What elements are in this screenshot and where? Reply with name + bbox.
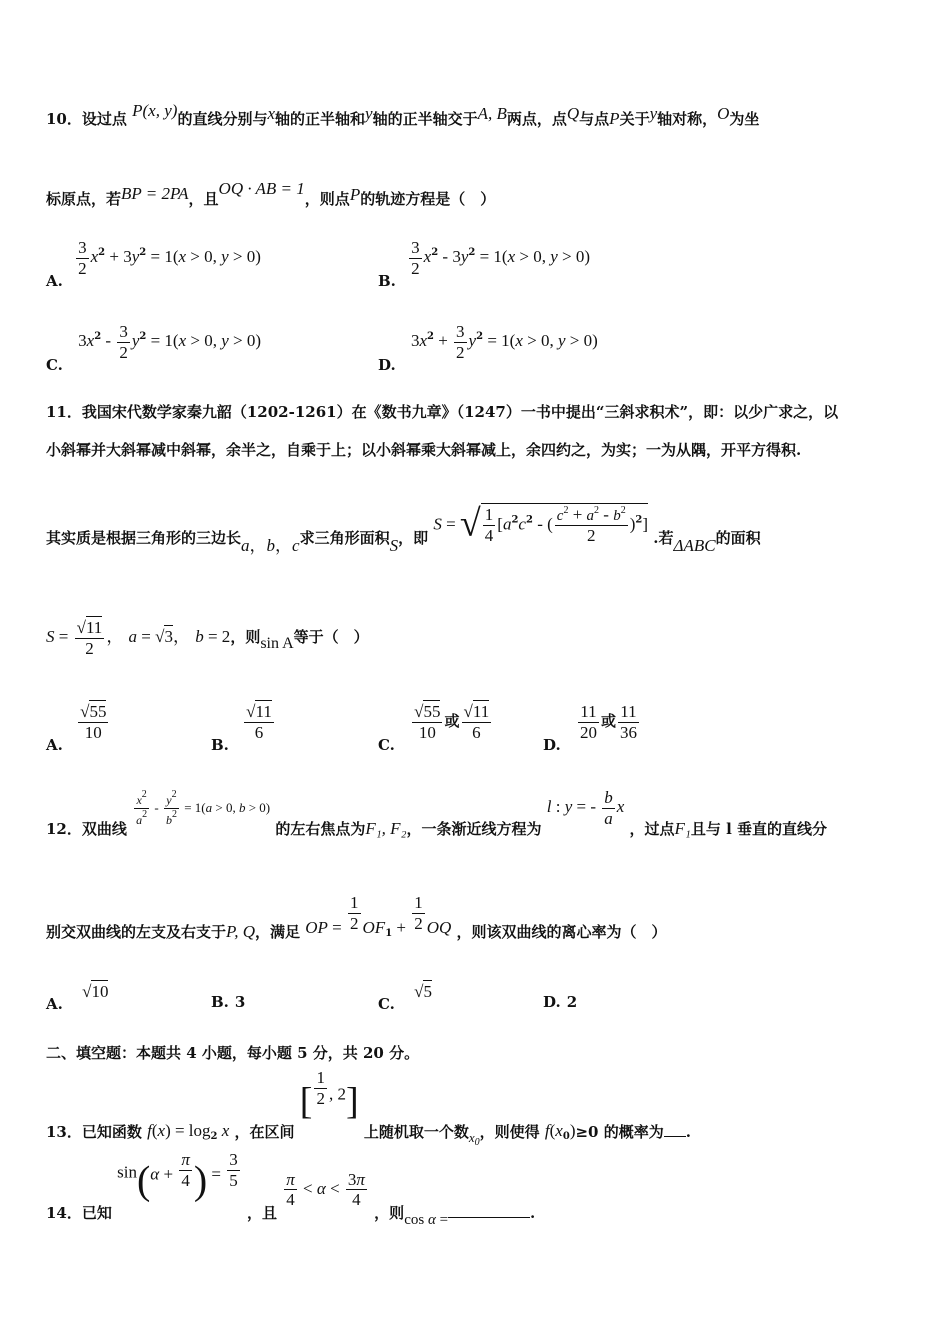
q10-point-p: P(x, y) — [132, 101, 178, 120]
q13-func: $f(x) = \log_2 x$ — [147, 1120, 230, 1142]
q12-option-d[interactable]: D. 2 — [543, 993, 578, 1011]
q10-line1: 10．设过点 P(x, y)的直线分别与x轴的正半轴和y轴的正半轴交于A, B两点，点Q与点P关于y轴对称，O为坐 — [46, 101, 760, 128]
q12-option-c-expr: √5 — [414, 982, 432, 1001]
q10-option-b[interactable]: B. $\frac{3}{2}$ $x^2 - 3y^2 = 1(x > 0$, y > 0) — [378, 238, 591, 291]
q11-line4: S = $\frac{√11}{2}$ ， a = √3， b = 2，则sin A等于（ ） — [46, 618, 369, 658]
q11-line3: 其实质是根据三角形的三边长a，b，c求三角形面积S，即 S = √ $\frac{1}{4}$ [$a^2c^2$ - ( $\frac{c^2 + a^2 - b^2}{2}$ )$^2$] .若ΔABC的面积 — [46, 502, 761, 555]
q12-line2: 别交双曲线的左支及右支于P, Q，满足 OP = $\frac{1}{2}$ $OF_1$ + $\frac{1}{2}$ OQ ，则该双曲线的离心率为（ ） — [46, 893, 667, 941]
q11-option-b-expr: $\frac{√11}{6}$ — [246, 702, 272, 742]
q10-option-d[interactable]: D. $3x^2$ + $\frac{3}{2}$ $y^2 = 1(x > 0$, y > 0) — [378, 322, 598, 375]
q10-option-c-expr: $3x^2$ - $\frac{3}{2}$ $y^2 = 1(x > 0$, y > 0) — [78, 322, 262, 362]
q10-cond2: OQ · AB = 1 — [218, 179, 305, 198]
q12-asymptote: l : y = - $\frac{b}{a}$ x — [546, 788, 625, 828]
q13-fx0: $f(x_0)$ — [544, 1120, 576, 1142]
q14-ask: cos α = — [404, 1211, 449, 1228]
q11-line1: 11．我国宋代数学家秦九韶（1202-1261）在《数书九章》（1247）一书中提出“三斜求积术”，即：以少广求之，以 — [46, 403, 839, 421]
q12-option-b[interactable]: B. 3 — [211, 993, 246, 1011]
q10-cond1: BP = 2PA — [121, 184, 189, 203]
q10-option-a-expr: $\frac{3}{2}$ $x^2 + 3y^2 = 1(x > 0$, y > 0) — [78, 238, 261, 278]
q11-cond-s: S = $\frac{√11}{2}$ — [46, 618, 103, 658]
q12-line1: 12．双曲线 $\frac{x^2}{a^2}$ - $\frac{y^2}{b^2}$ = 1(a > 0, b > 0) 的左右焦点为F₁, F₂，一条渐近线方程为 l : y = - $\frac{b}{a}$ x ，过点F₁且与 l 垂直的直线分 — [46, 788, 827, 839]
q10-option-a[interactable]: A. $\frac{3}{2}$ $x^2 + 3y^2 = 1(x > 0$, y > 0) — [46, 238, 261, 291]
q11-option-d[interactable]: D. $\frac{11}{20}$ 或 $\frac{11}{36}$ — [543, 702, 641, 742]
q11-option-c[interactable]: C. $\frac{√55}{10}$ 或 $\frac{√11}{6}$ — [378, 702, 493, 742]
q12-option-a-expr: √10 — [82, 982, 109, 1001]
q11-cond-a: a = √3 — [128, 627, 173, 647]
section-2-heading: 二、填空题：本题共 4 小题，每小题 5 分，共 20 分。 — [46, 1044, 420, 1062]
q11-option-b[interactable]: B. $\frac{√11}{6}$ — [211, 702, 272, 755]
q11-option-c-expr: $\frac{√55}{10}$ 或 $\frac{√11}{6}$ — [414, 702, 490, 742]
q11-formula: S = √ $\frac{1}{4}$ [$a^2c^2$ - ( $\frac{c^2 + a^2 - b^2}{2}$ )$^2$] — [433, 502, 649, 546]
q14-range: $\frac{\pi}{4}$ < α < $\frac{3\pi}{4}$ — [286, 1169, 365, 1210]
q11-cond-b: b = 2 — [195, 627, 231, 647]
q12-hyperbola-eq: $\frac{x^2}{a^2}$ - $\frac{y^2}{b^2}$ = 1(a > 0, b > 0) — [136, 789, 271, 828]
q14-line: 14．已知 sin(α + $\frac{\pi}{4}$ ) = $\frac{3}{5}$ ，且 $\frac{\pi}{4}$ < α < $\frac{3\pi}{4}$ ，则cos α = . — [46, 1150, 536, 1228]
q13-interval: [ $\frac{1}{2}$ , 2] — [299, 1068, 359, 1123]
q11-option-a-expr: $\frac{√55}{10}$ — [80, 702, 107, 742]
q12-vector-eq: OP = $\frac{1}{2}$ $OF_1$ + $\frac{1}{2}$ OQ — [305, 893, 452, 940]
q10-number: 10． — [46, 110, 82, 128]
q13-x0: $x_0$ — [468, 1129, 480, 1148]
q10-line2: 标原点，若BP = 2PA，且OQ · AB = 1，则点P的轨迹方程是（ ） — [46, 179, 496, 208]
q10-option-d-expr: $3x^2$ + $\frac{3}{2}$ $y^2 = 1(x > 0$, y > 0) — [410, 322, 598, 362]
q11-option-d-expr: $\frac{11}{20}$ 或 $\frac{11}{36}$ — [579, 702, 637, 742]
q14-answer-blank[interactable] — [448, 1217, 530, 1218]
q13-line: 13．已知函数 $f(x) = \log_2 x$ ，在区间 [ $\frac{1}{2}$ , 2] 上随机取一个数$x_0$，则使得 $f(x_0)\ge 0$ 的概率为 . — [46, 1068, 691, 1148]
q13-answer-blank[interactable] — [664, 1136, 686, 1137]
q11-option-a[interactable]: A. $\frac{√55}{10}$ — [46, 702, 107, 755]
q12-option-c[interactable]: C. √5 — [378, 982, 432, 1013]
q14-cond: sin(α + $\frac{\pi}{4}$ ) = $\frac{3}{5}$ — [117, 1150, 238, 1203]
q10-option-c[interactable]: C. $3x^2$ - $\frac{3}{2}$ $y^2 = 1(x > 0$, y > 0) — [46, 322, 262, 375]
q12-option-a[interactable]: A. √10 — [46, 982, 109, 1013]
q11-line2: 小斜幂并大斜幂减中斜幂，余半之，自乘于上；以小斜幂乘大斜幂减上，余四约之，为实；一为从隅，开平方得积. — [46, 441, 802, 459]
q10-option-b-expr: $\frac{3}{2}$ $x^2 - 3y^2 = 1(x > 0$, y > 0) — [411, 238, 591, 278]
